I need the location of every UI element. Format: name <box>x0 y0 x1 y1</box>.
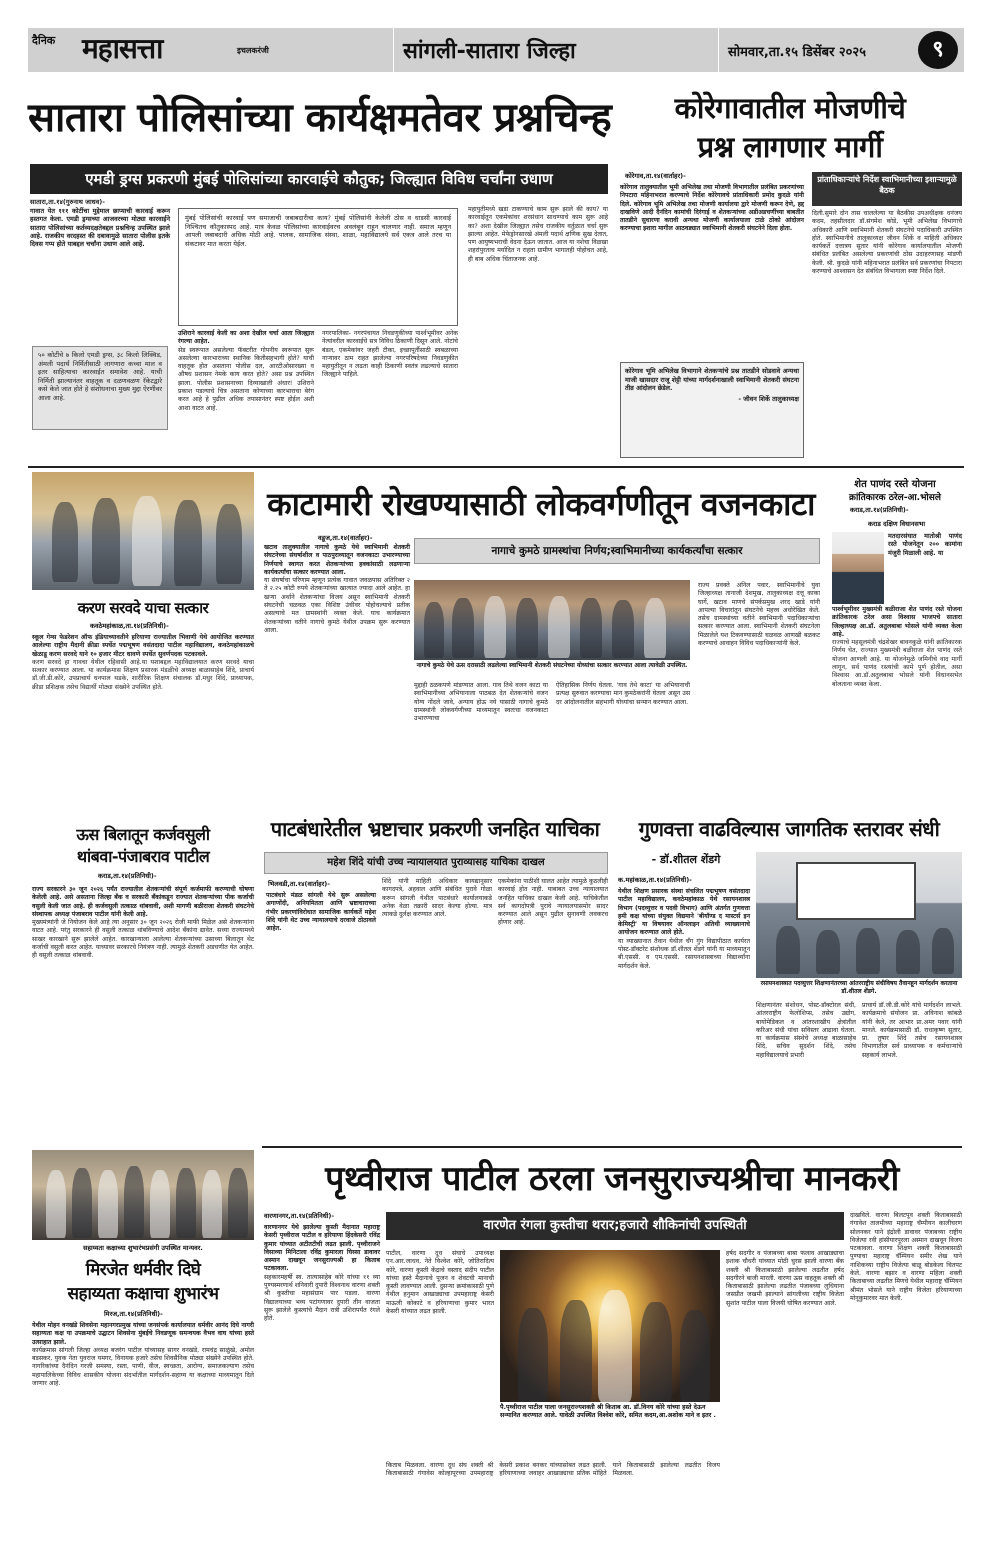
story8-byline: क.महांकाळ,ता.१४(प्रतिनिधी)- <box>618 876 692 884</box>
story6-body: मुख्यमंत्र्यांनी जे नियोजन केले आहे त्या अनुसार ३० जून २०२६ रोजी माफी मिळेल असे शेतकऱ्यांना वाटत आहे. परंतु सरकारने ही वसुली तत्काळ थांबविण्याचे आदेश बँकांना द्यावेत. सध्या राज्यामध्ये साखर कारखाने सुरू झालेले आहेत. कारखान्याला आलेल्या शेतकऱ्यांच्या उसाच्या बिलातून थेट कर्जाची वसुली करत आहेत. याच्यावर सरकारचे नियंत्रण नाही. त्यामुळे शेतकरी अडचणीत येत आहेत. ही वसुली तत्काळ थांबवावी. <box>32 919 254 960</box>
story10-body4: हर्षद सदगीर व पंजाबच्या बाबा फलाव आखाड्याचा इशाक चौधरी यांच्यात मोठी चुरस झाली वारणा बँक शक्ती श्री किताबासाठी झालेल्या लढतीत हर्षद सदगीरने बाजी मारली. वारणा ऊस वाहतूक शक्ती श्री किताबासाठी झालेल्या लढतीत पंजाबच्या लुधियाना जसप्रीत जखमी झाल्याने सांगलीच्या राष्ट्रीय विजेता सुशांत पाटील याला विजयी घोषित करण्यात आले. <box>726 1250 844 1307</box>
story2-box <box>620 362 804 458</box>
section-rule-2 <box>262 1146 962 1148</box>
story4-byline: वडूज,ता.१४(वार्ताहर)- <box>318 534 373 542</box>
story9-headline-line-1: मिरजेत धर्मवीर दिघे <box>85 1260 201 1280</box>
story2-body1: कोरेगाव तालुक्यातील भूमी अभिलेख तथा मोजणी विभागातील प्रलंबित प्रकरणांच्या निपटारा महिनाभरात करण्याचे निर्देश कोरेगावचे प्रांताधिकारी प्रमोद कुदळे यांनी दिले. कोरेगाव भूमि अभिलेख तथा मोजणी कार्यालया द्वारे मोजणी करून देणे, हद्द दाखविणे आदी दैनंदिन कामांची दिरंगाई व शेतकऱ्यांच्या अडीअडचणींच्या बाबतीत तातडीने सुधारणा करावी अन्यथा मोजणी कार्यालयाला टाळे ठोको आंदोलन करण्याचा इशारा मागील आठवड्यात स्वाभिमानी शेतकरी संघटनेने दिला होता. <box>620 184 804 233</box>
masthead-divider <box>393 28 394 72</box>
story1-column-3 <box>322 330 458 460</box>
masthead-name: महासत्ता <box>82 32 163 65</box>
story10-body5: दाखविले. वारणा बिलटपूव शक्ती किताबासाठी गंगावेश तालमीच्या महाराष्ट्र चॅम्पीयन कालीचरण सोलनकर याने इंद्रोली डावावर पंजाबच्या राष्ट्रीय विजेत्या रवी हांसीयारपूरला अस्मान दाखवून विजय पटकावला. वारणा शिक्षण शक्ती किताबासाठी पुण्याचा महाराष्ट्र चॅम्पियन समीर शेख याने नाशिकच्या राष्ट्रीय विजेत्या बाळू बोडकेला चितपट केले. वारणा बझार व वारणा महिला शक्ती किताबाच्या लढतीत मिणचे येथील महाराष्ट्र चॅम्पियन श्रीमंत भोसले याने राष्ट्रीय विजेता हरियाणाच्या मोनूकुमारवर मात केली. <box>850 1212 962 1302</box>
story4-photo-caption: नागाचे कुमठे येथे ऊस दरासाठी लढलेल्या स्वाभिमानी शेतकरी संघटनेच्या योध्यांचा सत्कार करण्यात आला त्यावेळी उपस्थित. <box>416 662 688 669</box>
page-number-badge <box>918 31 958 69</box>
story8-author: - डॉ.शीतल शेंडगे <box>651 853 721 866</box>
story10-lead: वारणानगर येथे झालेल्या कुस्ती मैदानात महाराष्ट्र केसरी पृथ्वीराज पाटील व हरियाणा हिंदकेसरी रविंद्र कुमार यांच्यात अटीतटीची लढत झाली. पृथ्वीराजने विसाव्या मिनिटाला रविंद्र कुमारला घिस्सा डावावर अस्मान दाखवून जनसुराज्यश्री हा किताब पटकावला. <box>264 1224 380 1273</box>
story10-photo-caption: पै.पृथ्वीराज पाटील याला जनसुराज्यशक्ती श्री किताब आ. डॉ.विनय कोरे यांच्या हस्ते देऊन सन्मानित करण्यात आले. यावेळी उपस्थित विश्वेश कोरे, समित कदम,आ.अशोक माने व इतर . <box>500 1404 716 1420</box>
story2-column-1 <box>620 184 804 356</box>
story10-column-3 <box>386 1462 720 1520</box>
story2-side-subhead <box>812 172 962 206</box>
story5-headline-line-2: क्रांतिकारक ठरेल-आ.भोसले <box>849 493 941 503</box>
story4-column-4 <box>698 582 820 718</box>
story3-body: करण सरवदे हा गावचा येथील रहिवासी आहे.या यशाबद्दल महाविद्यालयात करण सरवदे याचा सत्कार करण्यात आला. या कार्यक्रमास शिक्षण प्रसारक मंडळीचे अध्यक्ष बाळासाहेब शिंदे, प्राचार्य डॉ.जी.डी.कोरे, उपप्राचार्य धनपाल थडके, शारीरिक शिक्षण संचालक डॉ.मधुर शिंदे, प्राध्यापक, क्रीडा प्रशिक्षक तसेच विद्यार्थी मोठ्या संख्येने उपस्थित होते. <box>32 658 254 691</box>
story6-column <box>32 886 254 1144</box>
story8-column-1 <box>618 888 750 1090</box>
story6-byline: कराड,ता.१४(प्रतिनिधी)- <box>98 872 157 880</box>
story4-column-1 <box>264 544 410 716</box>
story3-photo <box>32 472 254 590</box>
story8-photo <box>756 852 962 978</box>
story4-lead: खटाव तालुक्यातील नागाचे कुमठे येथे स्वाभिमानी शेतकरी संघटनेच्या संघर्षाशील व पाठपुराव्यातून वजनकाटा उभारण्याच्या निर्णयाचे स्वागत करत शेतकऱ्यांच्या हक्कांसाठी लढणाऱ्या कार्यकर्त्यांचा सत्कार करण्यात आला. <box>264 544 410 576</box>
masthead-city: इचलकरंजी <box>237 46 269 55</box>
story10-headline: पृथ्वीराज पाटील ठरला जनसुराज्यश्रीचा मानकरी <box>325 1159 899 1199</box>
story4-column-3 <box>556 682 690 718</box>
story7-body2: एकमेकांना पाठीशी घालत आहेत त्यामुळे कुठलीही कारवाई होत नाही. याबाबत उच्च न्यायालयात जनहित याचिका दाखल केली आहे. याचिकेतील सर्व कागदोपत्री पुरावे न्यायालयासमोर सादर करण्यात आले असून पुढील सुनावणी लवकरच होणार आहे. <box>498 878 608 927</box>
masthead-divider-2 <box>718 28 719 72</box>
story1-q1: उशिराने कारवाई केली का अशा देखील चर्चा आता जिल्ह्यात रंगल्या आहेत. <box>178 330 314 346</box>
story8-column-3 <box>862 1002 962 1142</box>
story7-byline: भिलवडी,ता.१४(वार्ताहर)- <box>268 880 330 888</box>
story8-photo-caption: रसायनशास्त्रात पदव्युत्तर शिक्षणानंतरच्या आंतरराष्ट्रीय संधीविषय तैवानहून मार्गदर्शन करताना डॉ.शीतल शेंडगे. <box>760 980 958 995</box>
story9-column <box>32 1322 254 1518</box>
story3-lead: स्कूल गेम्स फेडरेशन ऑफ इंडियाच्यावतीने हरियाणा राज्यातील भिवाणी येथे आयोजित करण्यात आलेल्या राष्ट्रीय मैदानी क्रीडा स्पर्धेत पद्मभूषण वसंतदादा पाटील महाविद्यालय, कवठेमहांकाळचे खेळाडू करण सरवदे याने १० हजार मीटर धावणे स्पर्धेत सुवर्णपदक पटकावले. <box>32 634 254 658</box>
story10-column-1 <box>264 1224 380 1520</box>
story10-photo <box>500 1250 720 1402</box>
story10-column-2 <box>386 1250 494 1460</box>
story3-byline: कवठेमहांकाळ,ता.१४(प्रतिनिधी)- <box>90 622 169 630</box>
story9-body: कार्यक्रमास सांगली जिल्हा अध्यक्ष बजरंग पाटील यांच्यासह सागर वनखंडे, रामचंद्र साळुंखे, अमोल बडसकर, युवक नेता युवराज यमगर, विनायक हजारे तसेच शिवसैनिक मोठ्या संख्येने उपस्थित होते. नागरिकांच्या दैनंदिन गरजी समस्या, रस्ता, पाणी, वीज, स्वच्छता, आरोग्य, समाजकल्याण तसेच महापालिकेच्या विविध शासकीय योजना संदर्भातील मार्गदर्शन-सहाय्य या कक्षाच्या माध्यमातून दिले जाणार आहे. <box>32 1346 254 1388</box>
story4-body4: राज्य प्रवक्ते अनिल पवार, स्वाभिमानीचे युवा जिल्हाध्यक्ष तानाजी देशमुख, तालुकाध्यक्ष दत्तू काका घार्गे, खटाव माणचे संपर्कप्रमुख शरद खाडे यांनी आपल्या विचारांतून संघटनेचे महत्त्व अधोरेखित केले. तसेच ग्रामस्थांच्या वतीने स्वाभिमानी पदाधिकाऱ्यांचा सत्कार करण्यात आला. स्वाभिमानी शेतकरी संघटनेला मिळालेले यश टिकवण्यासाठी चळवळ आणखी बळकट करण्याचे आवाहन विविध पदाधिकाऱ्यांनी केले. <box>698 582 820 648</box>
story9-lead: येथील मोहन वनखंडे शिवसेना महानगरप्रमुख यांच्या जनसंपर्क कार्यालयात धर्मवीर आनंद दिघे नागरी सहाय्यता कक्ष या उपक्रमाचे उद्घाटन शिवसेना मुंबईचे निवडणूक समन्वयक वैभव वाघ यांच्या हस्ते उत्साहात झाले. <box>32 1322 254 1346</box>
story5-byline: कराड,ता.१४(प्रतिनिधी)- <box>850 506 909 514</box>
story1-body3: महायुतीमध्ये खडा टाकण्याचे काम सुरू झाले की काय? या कारवाईतून एकमेकांवर शरसंधान साधण्याचे काम सुरू आहे का? अशा देखील जिल्ह्यात तसेच राजकीय वर्तुळात चर्चा सुरू झाल्या आहेत. मेफेड्रोनसारखे अंमली पदार्थ क्षणिक सुख देतात, पण आयुष्यभराची वेदना देऊन जातात. आज या नशेचा विळखा शहरांपुरताच मर्यादित न राहता ग्रामीण भागातही पोहोचत आहे, ही बाब अधिक चिंताजनक आहे. <box>468 206 608 263</box>
story5-box-body-text: मतदारसंघात मातोश्री पाणंद रस्ते योजनेतून २०० कामांना मंजुरी मिळाली आहे. या <box>888 532 962 557</box>
story4-body3: ऐतिहासिक निर्णय घेतला. 'गाव तेथे काटा' या अभियानाची प्रत्यक्ष सुरुवात करण्याचा मान कुमठेकरांनी घेतला असून उस दर आंदोलनातील सहभागी योध्यांचा सन्मान करण्यात आला. <box>556 682 690 706</box>
story1-headline: सातारा पोलिसांच्या कार्यक्षमतेवर प्रश्नचिन्ह <box>28 95 612 141</box>
story2-side-body: दिली.सुमारे दोन तास चाललेल्या या बैठकीस उपअधीक्षक धनंजय कदम, तहसीलदार डॉ.संगमेश कोडे, भूमी अभिलेख विभागाचे अधिकारी आणि स्वाभिमानी शेतकरी संघटनेचे पदाधिकारी उपस्थित होते. स्वाभिमानीचे तालुकाध्यक्ष जीवन शिर्के व माहिती अधिकार कार्यकर्ते दत्तात्रय सुतार यांनी कोरेगाव कार्यालयातील मोजणी संबंधित प्रलंबित असलेल्या प्रकरणांची ठोस उदाहरणासह मांडणी केली. श्री. कुदळे यांनी महिनाभरात प्रलंबित सर्व प्रकरणांचा निपटारा करण्याचे आश्वासन देत संबंधित विभागाला स्पष्ट निर्देश दिले. <box>812 210 962 276</box>
story2-headline-line-2: प्रश्न लागणार मार्गी <box>697 130 883 164</box>
story4-headline: काटामारी रोखण्यासाठी लोकवर्गणीतून वजनकाटा <box>267 485 815 523</box>
story2-side-subhead-text: प्रांताधिकाऱ्यांचे निर्देश स्वाभिमानीच्या इशाऱ्यामुळे बैठक <box>817 175 957 195</box>
story1-body2: नगरपालिका- नगरपंचायत निवडणुकीच्या पार्श्वभूमीवर अनेक नेत्यांवरील कारवाईचे सत्र विविध ठिकाणी दिसून आले. नोटांचे बंडल, एकमेकांवर जहरी टीका, इच्छापूर्तीसाठी स्वबळाच्या नाऱ्यावर ठाम राहत झालेल्या नगरपरिषदेच्या निवडणुकीत महायुतीतून न लढता काही ठिकाणी स्वतंत्र लढल्याचे सातारा जिल्ह्याने पाहिले. <box>322 330 458 379</box>
story7-column-2 <box>382 878 492 1072</box>
story1-lead: गावात येत १११ कोटींचा मुद्देमाल छाप्याची कारवाई करून हस्तगत केला. एमडी ड्रग्सच्या आजवरच्या मोठ्या कारवाईने सातारा पोलिसांच्या कर्तव्यदक्षतेबद्दल प्रश्नचिन्ह उपस्थित झाले आहे. राजकीय वरदहस्त की दबावामुळे सातारा पोलीस इतके दिवस गप्प होते याबद्दल चर्चांना उधाण आले आहे. <box>30 207 170 249</box>
story10-subhead: वारणेत रंगला कुस्तीचा थरार;हजारो शौकिनांची उपस्थिती <box>386 1212 844 1240</box>
story1-quote-box <box>178 208 458 326</box>
story7-column-3 <box>498 878 608 1072</box>
story9-byline: मिरज,ता.१४(प्रतिनिधी)- <box>104 1310 163 1318</box>
story8-body3: प्राचार्य डॉ.जी.डी.कोरे यांचे मार्गदर्शन लाभले. कार्यक्रमाचे संयोजन प्रा. अविनाश कांबळे यांनी केले, तर आभार प्रा.अमर पवार यांनी मानले. कार्यक्रमासाठी डॉ. राधाकृष्ण सुतार, प्रा. तुषार शिंदे तसेच रसायनशास्त्र विभागातील सर्व प्राध्यापक व कर्मचाऱ्यांचे सहकार्य लाभले. <box>862 1002 962 1059</box>
story9-photo <box>32 1150 254 1240</box>
story1-subhead: एमडी ड्रग्स प्रकरणी मुंबई पोलिसांच्या कारवाईचे कौतुक; जिल्ह्यात विविध चर्चांना उधाण <box>30 164 608 194</box>
story4-subhead: नागाचे कुमठे ग्रामस्थांचा निर्णय;स्वाभिमानीच्या कार्यकर्त्यांचा सत्कार <box>414 538 820 564</box>
story5-box-heading: कराड दक्षिण विधानसभा <box>868 520 926 528</box>
story2-byline: कोरेगाव,ता.१४(वार्ताहर)- <box>625 172 686 180</box>
story8-body: या व्याख्यानात तैवान येथील चँग गुंग विद्यापीठात कार्यरत पोस्ट-डॉक्टरेट संशोधक डॉ.शीतल शेंडगे यांनी या माध्यमातून बी.एससी. व एम.एससी. रसायनशास्त्राच्या विद्यार्थ्यांना मार्गदर्शन केले. <box>618 937 750 970</box>
edition-title: सांगली-सातारा जिल्हा <box>403 39 576 64</box>
story7-subhead: महेश शिंदे यांची उच्च न्यायालयात पुराव्यासह याचिका दाखल <box>264 852 608 874</box>
story7-body1: शिंदे यांनी माहिती अधिकार कायद्यानुसार कागदपत्रे, अहवाल आणि संबंधित पुरावे गोळा करून सांगली येथील पाटबंधारे कार्यालयाकडे अनेक वेळा तक्रारी सादर केल्या होत्या. मात्र त्याकडे दुर्लक्ष करण्यात आले. <box>382 878 492 919</box>
story4-photo <box>414 580 690 660</box>
story2-box-signature: - जीवन शिर्के तालुकाध्यक्ष <box>738 394 799 403</box>
story8-body2: शिक्षणानंतर संशोधन, पोस्ट-डॉक्टोरल संधी, आंतरराष्ट्रीय फेलोशिप्स, तसेच उद्योग, बायोमेडिकल व आंतरशाखीय क्षेत्रांतील करिअर संधी यांचा सविस्तर आढावा घेतला. या कार्यक्रमास संस्थेचे अध्यक्ष बाळासाहेब शिंदे, सचिव सुदर्शन शिंदे, तसेच महाविद्यालयाचे प्रभारी <box>756 1002 856 1059</box>
story3-column <box>32 634 254 816</box>
story4-body1: या संघर्षाचा परिणाम म्हणून प्रत्येक गावात जवळपास अतिरिक्त २ ते २.२५ कोटी रुपये शेतकऱ्यांच्या खात्यात ज्यादा आले आहेत. हा खऱ्या अर्थाने शेतकऱ्यांचा विजय असून स्वाभिमानी शेतकरी संघटनेची चळवळ एका विशिष्ट उंचीवर पोहोचल्याचे प्रतीक असल्याचे मत ग्रामस्थांनी व्यक्त केले. याच कार्यक्रमात शेतकऱ्यांच्या वतीने नागाचे कुमठे येथील उपक्रम सुरू करण्यात आला. <box>264 577 410 634</box>
story7-column-1 <box>266 892 376 1072</box>
story10-body2: पाटील, वारणा दूध संघाचे उपाध्यक्ष एन.आर.जाधव, नेते विश्वेश कोरे, जोतिरादित्य कोरे, वारणा कुस्ती केंद्राचे वस्ताद संदीप पाटील यांच्या हस्ते मैदानाचे पूजन व शेवटची मानाची कुस्ती लावण्यात आली. दुसऱ्या क्रमांकासाठी पुणे येथील हनुमान आखाड्याचा उपमहाराष्ट्र केसरी माऊली कोकाटे व हरियाणाचा कुमार भारत केसरी यांच्यात लढत झाली. <box>386 1250 494 1316</box>
story5-body: राज्याचे महसूलमंत्री चंद्रशेखर बावनकुळे यांनी क्रांतिकारक निर्णय घेत, राज्यात मुख्यमंत्री बळीराजा शेत पाणंद रस्ते योजना आणली आहे. या योजनेमुळे जमिनीचे वाद मार्गी लागून, सर्व पाणंद रस्त्यांची कामे पूर्ण होतील, असा विश्वास आ.डॉ.अतुलबाबा भोसले यांनी विधानसभेत बोलताना व्यक्त केला. <box>832 639 962 688</box>
story8-column-2 <box>756 1002 856 1142</box>
story10-column-5 <box>850 1212 962 1520</box>
section-rule-1 <box>28 466 964 468</box>
story9-photo-caption: सहाय्यता कक्षाच्या शुभारंभप्रसंगी उपस्थित मान्यवर. <box>83 1244 203 1252</box>
story1-body1: सेड स्वरूपात असलेल्या फॅक्टरीत गोपनीय स्वरूपात सुरू असलेल्या कारभाराच्या स्थानिक कितीसहभागी होते? याची वाहतूक होत असताना पोलीस दल, आरटीओसारख्या व औषध प्रशासन नेमके काय करत होते? असा प्रश्न उपस्थित झाला. पोलीस प्रशासनाच्या दिव्याखाली अंधार! उशिराने प्रकाश पडल्याचे चित्र असताना कोणाच्या कारभाराचा बेरंग करत आहे हे पुढील अधिक तपासानंतर स्पष्ट होईल अशी आशा वाटत आहे. <box>178 346 314 412</box>
story1-box <box>32 346 168 430</box>
story2-headline-line-1: कोरेगावातील मोजणीचे <box>674 91 906 125</box>
story1-box-text: ५० कोटींचे ७ किलो एमडी ड्रग्स, ३८ किलो लिक्विड, अंमली पदार्थ निर्मितीसाठी लागणारा कच्चा माल व इतर साहित्याचा कारवाईत समावेश आहे. याची निर्मिती झाल्यानंतर वाहतूक व दळणवळण रॅकेटद्वारे कसे केले जात होते हे संशोधनाचा मुख्य मुद्दा ऐरणीवर आला आहे. <box>38 351 162 402</box>
story10-body1: सहकारमहर्षी स्व. तात्यासाहेब कोरे यांच्या ११ व्या पुण्यस्मरणार्थ शनिवारी दुपारी विश्वनाथ वारणा शक्ती श्री कुस्तीचा महासंग्राम पार पडला. वारणा विद्यालयाच्या भव्य पटांगणावर दुपारी तीन वाजता सुरू झालेले कुस्त्यांचे मैदान रात्री उशिरापर्यंत रंगले होते. <box>264 1273 380 1323</box>
masthead <box>28 28 964 72</box>
story1-quote: मुंबई पोलिसांची कारवाई पण समाजाची जबाबदारीचा काय? मुंबई पोलिसांनी केलेली ठोस व धाडसी कारवाई निश्चितच कौतुकास्पद आहे. मात्र केवळ पोलिसांच्या कारवाईवरच अवलंबून राहून चालणार नाही. समाज म्हणून आपली जबाबदारी अधिक मोठी आहे. पालक, सामाजिक संस्था, शाळा, महाविद्यालये सर्व एकत्र आले तरच या संकटावर मात करता येईल. <box>185 214 451 248</box>
story5-column <box>832 606 962 822</box>
page-number: ९ <box>932 37 944 62</box>
masthead-daily: दैनिक <box>32 34 56 47</box>
story4-column-2 <box>414 682 548 723</box>
story1-column-1 <box>30 198 170 340</box>
story10-byline: वारणानगर,ता.१४(प्रतिनिधी)- <box>264 1212 335 1220</box>
masthead-logo-block <box>32 31 269 69</box>
story5-box-body <box>888 532 962 604</box>
story7-lead: पाटबंधारे मंडळ सांगली येथे सुरू असलेल्या अगाणोंदी, अनियमितता आणि भ्रष्टाचाराच्या गंभीर प्रकरणांविरोधात सामाजिक कार्यकर्ते महेश शिंदे यांनी थेट उच्च न्यायालयाचे दरवाजे ठोठावले आहेत. <box>266 892 376 933</box>
story6-headline-line-2: थांबवा-पंजाबराव पाटील <box>76 847 210 866</box>
story6-headline-line-1: ऊस बिलातून कर्जवसुली <box>76 825 210 844</box>
story4-body2: मुद्दाही ठळकपणे मांडण्यात आला. गाव तिथे वजन काटा या स्वाभिमानीच्या अभियानाला पाठबळ देत शेतकऱ्यांचे वजन योग्य नोंदले जावे, अन्याय होऊ नये यासाठी नागाचे कुमठे ग्रामस्थांनी लोकवर्गणीच्या माध्यमातून स्वतःचा वजनकाटा उभारण्याचा <box>414 682 548 723</box>
story8-lead: येथील शिक्षण प्रसारक संस्था संचलित पद्मभूषण वसंतदादा पाटील महाविद्यालय, कवठेमहांकाळ येथे रसायनशास्त्र विभाग (पदव्युत्तर व पदवी विभाग) आणि अंतर्गत गुणवत्ता हमी कक्ष यांच्या संयुक्त विद्यमाने 'बीयॉण्ड द मास्टर्स इन केमिस्ट्री' या विषयावर ऑनलाइन अतिथी व्याख्यानाचे आयोजन करण्यात आले होते. <box>618 888 750 937</box>
story2-column-2 <box>812 210 962 460</box>
story5-portrait <box>832 532 884 604</box>
story10-column-4 <box>726 1250 844 1520</box>
story8-headline: गुणवत्ता वाढविल्यास जागतिक स्तरावर संधी <box>638 817 940 841</box>
story3-headline: करण सरवदे याचा सत्कार <box>77 599 209 617</box>
story5-lead: पार्श्वभूमीवर मुख्यमंत्री बळीराजा शेत पाणंद रस्ते योजना क्रांतिकारक ठरेल असा विश्वास भाजपचे सातारा जिल्हाध्यक्ष आ.डॉ. अतुलबाबा भोसले यांनी व्यक्त केला आहे. <box>832 606 962 638</box>
story6-lead: राज्य सरकारने ३० जून २०२६ पर्यंत राज्यातील शेतकऱ्यांची संपूर्ण कर्जमाफी करण्याची घोषणा केलेली आहे. असे असताना जिल्हा बँक व सरकारी बँकांकडून राज्यात शेतकऱ्यांच्या पीक कर्जाची वसुली केली जात आहे. ही कर्जवसुली तत्काळ थांबवावी, अशी मागणी बळीराजा शेतकरी संघटनेचे संस्थापक अध्यक्ष पंजाबराव पाटील यांनी केली आहे. <box>32 886 254 918</box>
story1-column-4 <box>468 206 608 460</box>
story1-column-2 <box>178 330 314 460</box>
story2-box-text: कोरेगाव भूमि अभिलेख विभागाने शेतकऱ्यांचे प्रश्न तातडीने सोडवावे अन्यथा माजी खासदार राजू शेट्टी यांच्या मार्गदर्शनाखाली स्वाभिमानी शेतकरी संघटना तीव्र आंदोलन छेडेल. <box>625 367 799 393</box>
story1-byline: सातारा,ता.१४(गुरुनाथ जाधव)- <box>30 198 105 206</box>
edition-date: सोमवार,ता.१५ डिसेंबर २०२५ <box>728 45 866 60</box>
story9-headline-line-2: सहाय्यता कक्षाचा शुभारंभ <box>67 1284 219 1304</box>
story5-headline-line-1: शेत पाणंद रस्ते योजना <box>854 479 936 490</box>
story10-body3: किताब मिळवला. वारणा दूध संघ शक्ती श्री किताबासाठी गंगावेस कोल्हापूरच्या उपमहाराष्ट्र केसरी प्रकाश बनकर यांच्यासोबत लढत झाली. हरियाणाच्या जवाहर आखाड्याचा प्रतिक मोहिते याने किताबासाठी झालेल्या लढतीत विजय मिळवला. <box>386 1462 720 1478</box>
story7-headline: पाटबंधारेतील भ्रष्टाचार प्रकरणी जनहित याचिका <box>270 817 600 841</box>
